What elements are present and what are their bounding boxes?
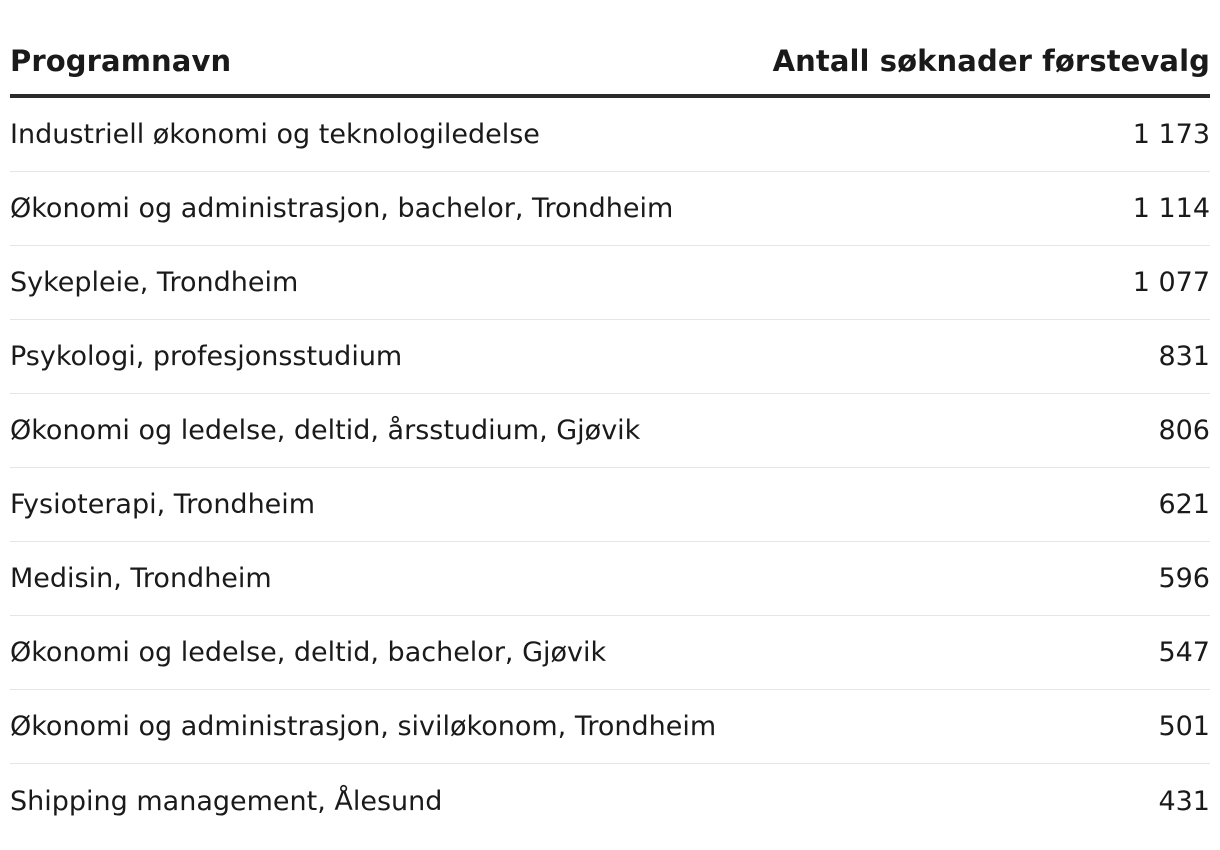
application-count-cell: 547: [1158, 637, 1210, 668]
table-row: [10, 764, 1210, 838]
program-name-cell: Økonomi og administrasjon, siviløkonom, Trondheim: [10, 711, 717, 742]
application-count-cell: 831: [1158, 341, 1210, 372]
applications-table: [10, 28, 1210, 838]
column-header-program-name[interactable]: Programnavn: [10, 44, 232, 78]
application-count-cell: 431: [1158, 785, 1210, 817]
program-name-cell: Shipping management, Ålesund: [10, 785, 443, 817]
program-name-cell: Sykepleie, Trondheim: [10, 267, 299, 298]
table-row: [10, 172, 1210, 246]
table-row: [10, 246, 1210, 320]
application-count-cell: 806: [1158, 415, 1210, 446]
table-row: [10, 542, 1210, 616]
application-count-cell: 1 173: [1132, 119, 1210, 150]
table-header: [10, 28, 1210, 98]
application-count-cell: 621: [1158, 489, 1210, 520]
application-count-cell: 1 114: [1132, 193, 1210, 224]
program-name-cell: Økonomi og ledelse, deltid, bachelor, Gjøvik: [10, 637, 607, 668]
table-row: [10, 616, 1210, 690]
table-row: [10, 690, 1210, 764]
program-name-cell: Medisin, Trondheim: [10, 563, 272, 594]
application-count-cell: 596: [1158, 563, 1210, 594]
program-name-cell: Økonomi og administrasjon, bachelor, Trondheim: [10, 193, 674, 224]
program-name-cell: Fysioterapi, Trondheim: [10, 489, 316, 520]
column-header-first-choice-count[interactable]: Antall søknader førstevalg: [772, 44, 1210, 78]
table-body: [10, 98, 1210, 838]
table-row: [10, 394, 1210, 468]
application-count-cell: 1 077: [1132, 267, 1210, 298]
program-name-cell: Økonomi og ledelse, deltid, årsstudium, Gjøvik: [10, 415, 641, 446]
table-row: [10, 468, 1210, 542]
table-row: [10, 98, 1210, 172]
program-name-cell: Psykologi, profesjonsstudium: [10, 341, 403, 372]
program-name-cell: Industriell økonomi og teknologiledelse: [10, 119, 540, 150]
application-count-cell: 501: [1158, 711, 1210, 742]
table-row: [10, 320, 1210, 394]
